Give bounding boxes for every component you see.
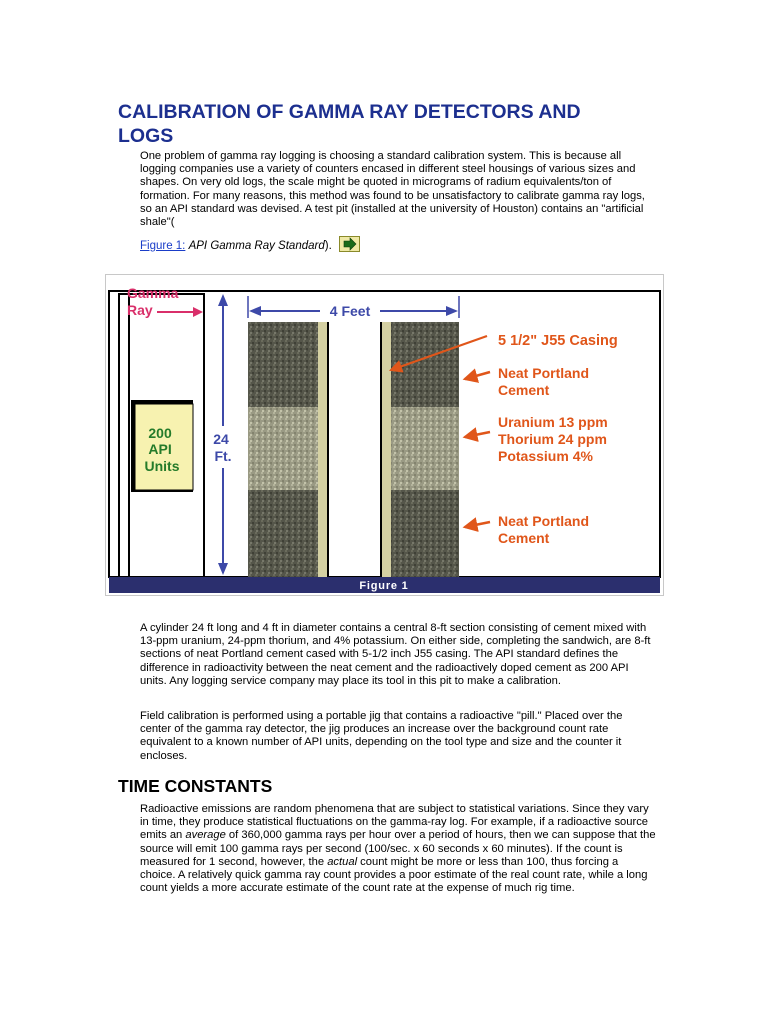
gamma-ray-label: Gamma Ray — [127, 285, 179, 318]
figure-description-paragraph: A cylinder 24 ft long and 4 ft in diameter contains a central 8-ft section consisting of cement mixed with 13-ppm uranium, 24-ppm thorium, and 4% potassium. On either side, completing the sandwich, are 8-ft sections of neat Portland cement cased with 5-1/2 inch J55 casing. The API standard defines the difference in radioactivity between the neat cement and the radioactively doped cement as 200 API units. Any logging service company may place its tool in this pit to make a calibration. — [140, 622, 651, 687]
figure-caption-bar: Figure 1 — [359, 580, 409, 592]
field-calibration-paragraph: Field calibration is performed using a portable jig that contains a radioactive "pill." Placed over the center of the gamma ray detector, the jig produces an increase over the background count rate equivalent to a known number of API units, depending on the tool type and size and the counter it encloses. — [140, 710, 623, 762]
top-cement-label: Neat Portland Cement — [498, 365, 590, 398]
time-constants-text-2: of 360,000 gamma rays per hour over a period of hours, then we can suppose that the source will emit 100 gamma rays per second (100/sec. x 60 seconds x 60 minutes). If the count is measured for 1 second, however, the — [140, 829, 656, 868]
page-title: CALIBRATION OF GAMMA RAY DETECTORS AND LOGS — [118, 101, 581, 147]
time-constants-paragraph — [140, 803, 656, 895]
emphasis-actual: actual — [327, 855, 358, 868]
figure-1 — [105, 274, 664, 596]
figure-link-suffix: ). — [324, 240, 332, 252]
casing-label: 5 1/2" J55 Casing — [498, 333, 618, 349]
doped-cement-label: Uranium 13 ppm Thorium 24 ppm Potassium 4% — [498, 414, 608, 464]
time-constants-text-1: Radioactive emissions are random phenomena that are subject to statistical variations. Since they vary in time, they produce statistical fluctuations on the gamma-ray log. For example, if a radioactive source emits an — [140, 803, 649, 842]
arrow-right-icon[interactable] — [339, 236, 360, 252]
height-label: 24 Ft. — [213, 431, 232, 464]
width-label: 4 Feet — [329, 303, 371, 319]
time-constants-text-3: count might be more or less than 100, thus forcing a choice. A relatively quick gamma ray count provides a poor estimate of the real count rate, while a long count yields a more accurate estimate of the count rate at the expense of much rig time. — [140, 855, 648, 895]
bottom-cement-label: Neat Portland Cement — [498, 513, 590, 546]
api-units-label: 200 API Units — [144, 425, 180, 474]
intro-paragraph: One problem of gamma ray logging is choosing a standard calibration system. This is because all logging companies use a variety of counters encased in different steel housings of various sizes and shapes. On very old logs, the scale might be quoted in micrograms of radium equivalents/ton of formation. For many reasons, this method was found to be unsatisfactory to calibrate gamma ray logs, so an API standard was devised. A test pit (installed at the university of Houston) contains an "artificial shale"( — [140, 150, 645, 229]
section-title-time-constants: TIME CONSTANTS — [118, 776, 273, 796]
figure-1-link[interactable]: Figure 1: — [140, 240, 186, 252]
figure-reference — [140, 236, 360, 252]
figure-1-caption-text: API Gamma Ray Standard — [188, 240, 325, 252]
emphasis-average: average — [185, 829, 226, 842]
